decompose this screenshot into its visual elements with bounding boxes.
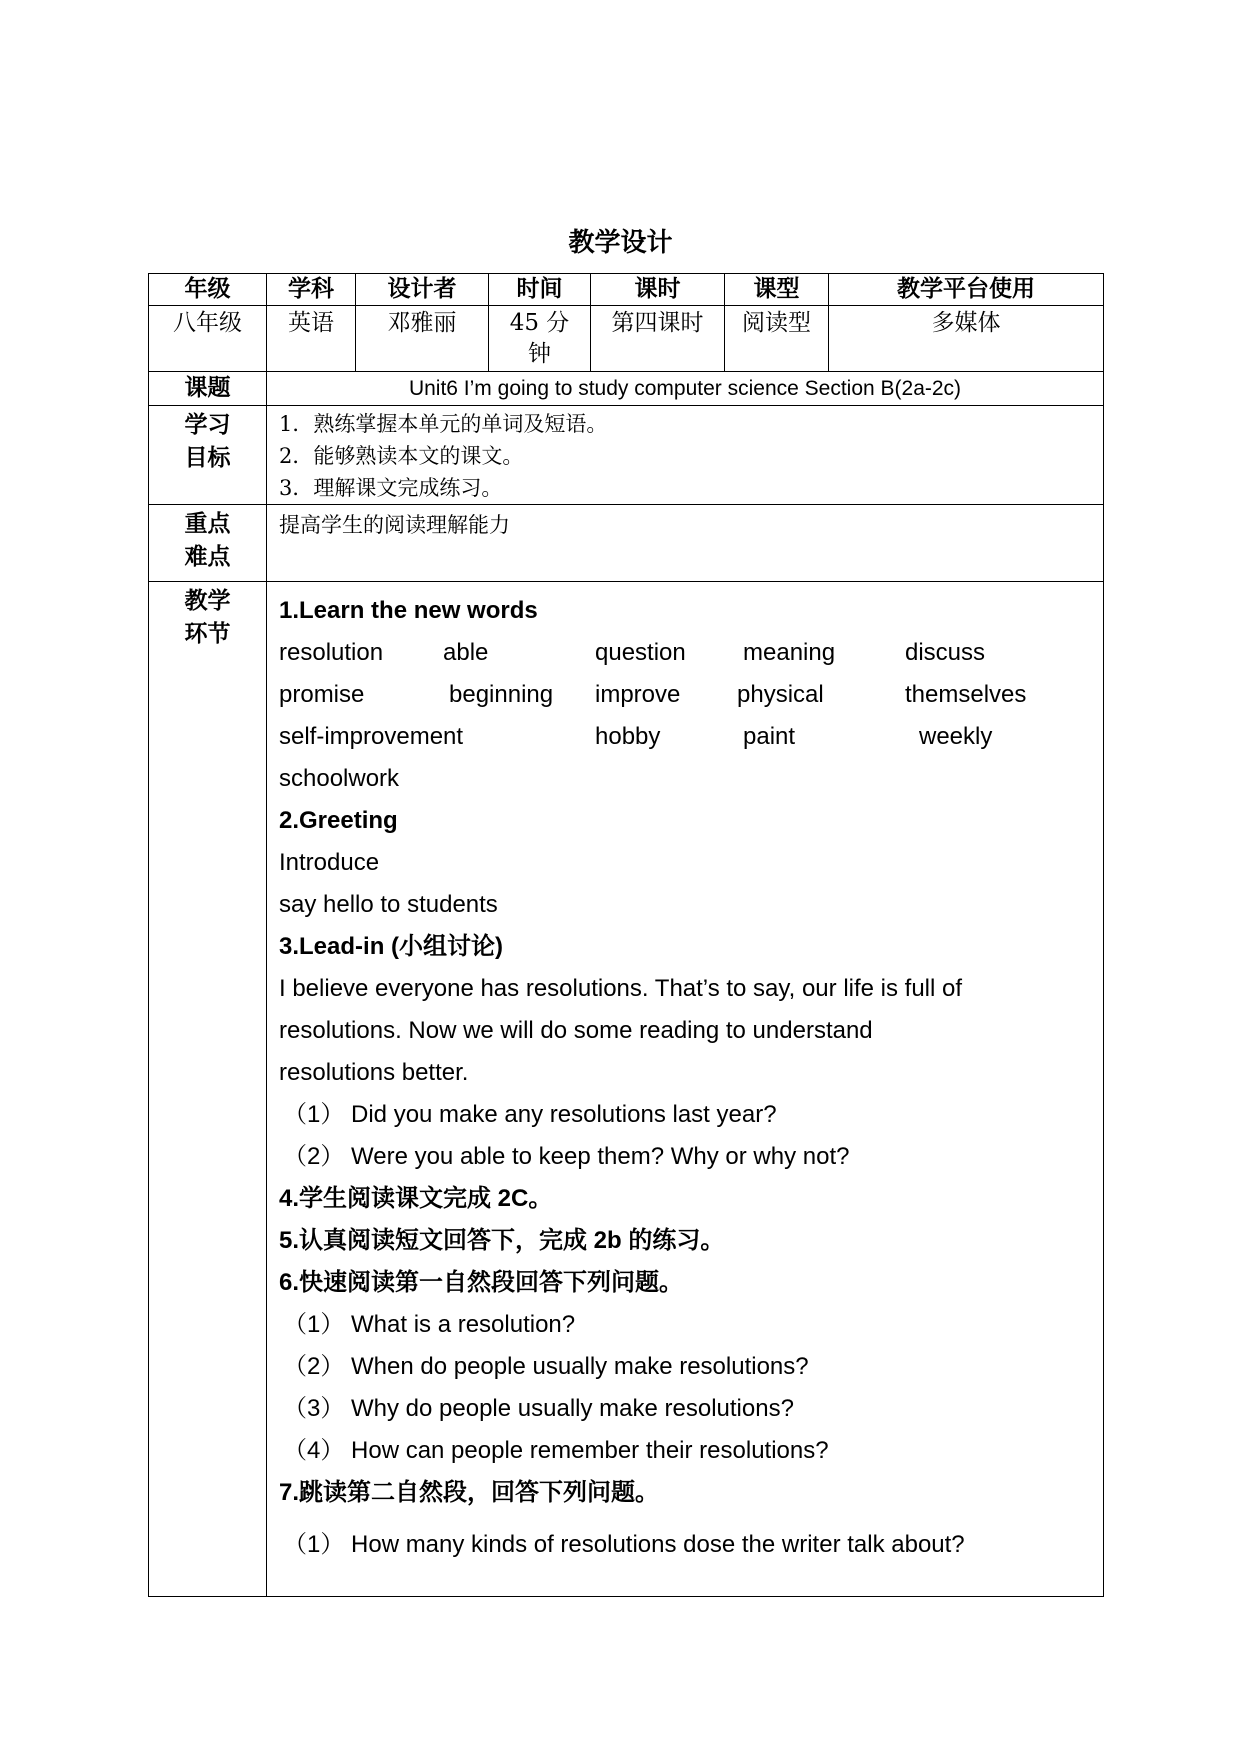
word: question: [595, 639, 686, 666]
header-period: 课时: [591, 274, 725, 306]
word: weekly: [919, 723, 993, 750]
word: beginning: [449, 681, 554, 708]
topic-row: [149, 372, 1104, 406]
designer-value: 邓雅丽: [356, 306, 489, 372]
header-row: [149, 274, 1104, 306]
header-subject: 学科: [267, 274, 356, 306]
step7-title: 7.跳读第二自然段，回答下列问题。: [279, 1479, 660, 1506]
document-title: 教学设计: [568, 228, 673, 258]
header-grade: 年级: [149, 274, 267, 306]
goals-label-line1: 学习: [184, 412, 231, 438]
steps-row: [149, 582, 1104, 1597]
step6-question: （4） How can people remember their resolutions?: [283, 1437, 829, 1464]
step3-paragraph-line: I believe everyone has resolutions. That’s to say, our life is full of: [279, 975, 963, 1002]
goals-label: [149, 406, 267, 505]
step6-question: （3） Why do people usually make resolutions?: [283, 1395, 794, 1422]
goal-item: 2．能够熟读本文的课文。: [279, 444, 524, 468]
step6-question: （1） What is a resolution?: [283, 1311, 576, 1338]
step6-title: 6.快速阅读第一自然段回答下列问题。: [279, 1269, 684, 1296]
topic-value: Unit6 I’m going to study computer science Section B(2a-2c): [267, 372, 1104, 406]
step2-line: say hello to students: [279, 891, 498, 918]
word-row: [279, 632, 1103, 674]
step3-paragraph-line: resolutions. Now we will do some reading to understand: [279, 1017, 873, 1044]
word-row: [279, 674, 1103, 716]
key-points: 提高学生的阅读理解能力: [267, 505, 1104, 582]
steps-label-line1: 教学: [184, 588, 231, 614]
step6-question: （2） When do people usually make resolutions?: [283, 1353, 809, 1380]
goals-label-line2: 目标: [184, 445, 231, 471]
period-value: 第四课时: [591, 306, 725, 372]
info-row: [149, 306, 1104, 372]
step3-title: 3.Lead-in (小组讨论): [279, 933, 504, 960]
word-row: [279, 716, 1103, 758]
time-value-line1: 45 分: [509, 310, 570, 336]
subject-value: 英语: [267, 306, 356, 372]
header-platform: 教学平台使用: [829, 274, 1104, 306]
goal-item: 3．理解课文完成练习。: [279, 476, 503, 500]
word: able: [443, 639, 489, 666]
step4-title: 4.学生阅读课文完成 2C。: [279, 1185, 553, 1212]
steps-label: [149, 582, 267, 1597]
key-row: [149, 505, 1104, 582]
key-label-line1: 重点: [184, 511, 231, 537]
word: themselves: [905, 681, 1027, 708]
header-type: 课型: [725, 274, 829, 306]
topic-label: 课题: [149, 372, 267, 406]
steps-content: [267, 582, 1104, 1597]
step2-line: Introduce: [279, 849, 380, 876]
step3-paragraph-line: resolutions better.: [279, 1059, 469, 1086]
key-label-line2: 难点: [184, 544, 231, 570]
time-value-line2: 钟: [528, 341, 551, 367]
goals-list: [267, 406, 1104, 505]
word: improve: [595, 681, 681, 708]
goals-row: [149, 406, 1104, 505]
step1-title: 1.Learn the new words: [279, 597, 538, 624]
word: discuss: [905, 639, 986, 666]
steps-label-line2: 环节: [184, 621, 231, 647]
word: promise: [279, 681, 365, 708]
key-label: [149, 505, 267, 582]
step7-question: （1） How many kinds of resolutions dose the writer talk about?: [283, 1531, 965, 1558]
grade-value: 八年级: [149, 306, 267, 372]
header-designer: 设计者: [356, 274, 489, 306]
platform-value: 多媒体: [829, 306, 1104, 372]
word: schoolwork: [279, 765, 400, 792]
step2-title: 2.Greeting: [279, 807, 398, 834]
step3-question: （1） Did you make any resolutions last year?: [283, 1101, 777, 1128]
step5-title: 5.认真阅读短文回答下，完成 2b 的练习。: [279, 1227, 725, 1254]
word: physical: [737, 681, 824, 708]
word: paint: [743, 723, 796, 750]
step3-question: （2） Were you able to keep them? Why or why not?: [283, 1143, 850, 1170]
lesson-plan-table: [148, 273, 1104, 1597]
word: resolution: [279, 639, 384, 666]
header-time: 时间: [489, 274, 591, 306]
goal-item: 1．熟练掌握本单元的单词及短语。: [279, 412, 608, 436]
word: meaning: [743, 639, 836, 666]
word: self-improvement: [279, 723, 464, 750]
word: hobby: [595, 723, 661, 750]
time-value: [489, 306, 591, 372]
type-value: 阅读型: [725, 306, 829, 372]
